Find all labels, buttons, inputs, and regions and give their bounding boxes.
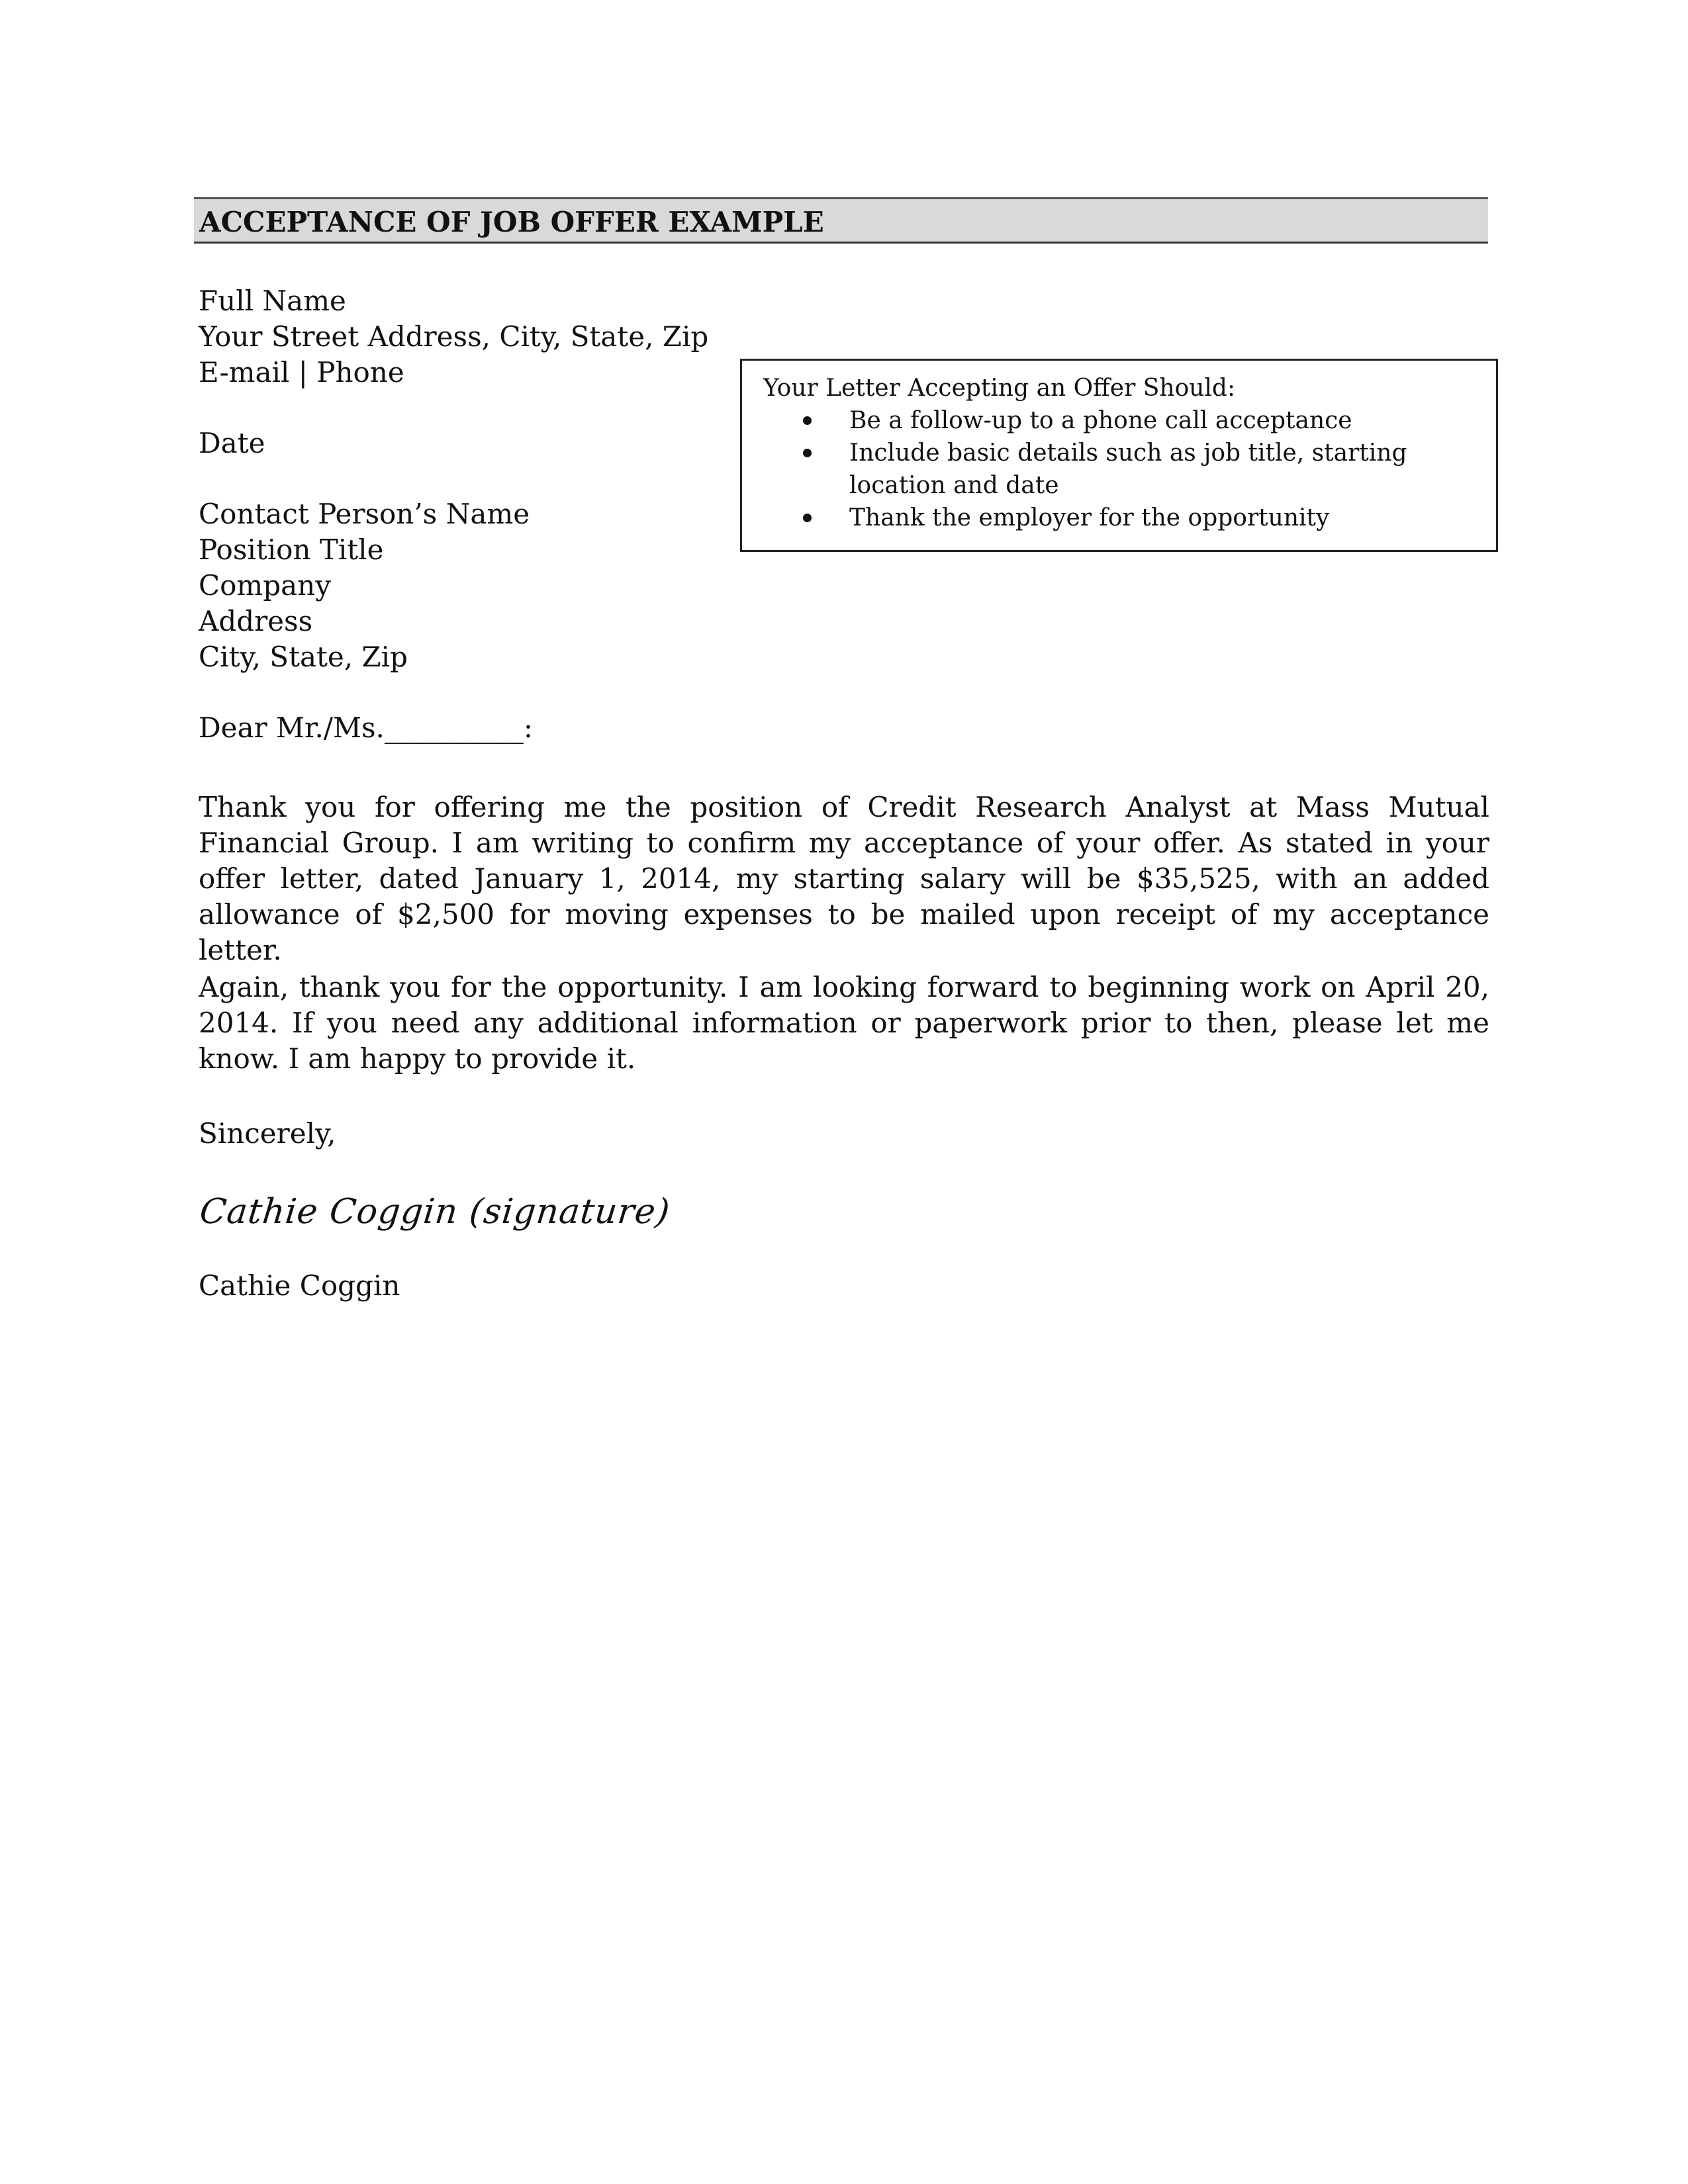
sender-full-name: Full Name (199, 285, 346, 317)
closing: Sincerely, (199, 1117, 336, 1150)
callout-list (742, 404, 1419, 534)
recipient-city: City, State, Zip (199, 641, 408, 673)
callout-item-text: Include basic details such as job title, starting location and date (849, 439, 1407, 499)
recipient-title: Position Title (199, 533, 384, 566)
recipient-name: Contact Person’s Name (199, 498, 530, 530)
printed-name: Cathie Coggin (199, 1269, 400, 1302)
body-paragraph-2: Again, thank you for the opportunity. I am looking forward to beginning work on April 20, 2014. If you need any additional information or paperwork prior to then, please let me know. I am happy to provide it. (199, 971, 1489, 1075)
tips-callout-box (740, 359, 1498, 552)
letter-date: Date (199, 427, 265, 459)
bullet-icon (803, 449, 812, 457)
heading-bar (194, 197, 1488, 244)
callout-item-text: Be a follow-up to a phone call acceptance (849, 407, 1352, 434)
callout-item (742, 404, 1419, 437)
page-title: ACCEPTANCE OF JOB OFFER EXAMPLE (199, 206, 824, 238)
salutation: Dear Mr./Ms.__________: (199, 711, 534, 744)
body-paragraph-1: Thank you for offering me the position of Credit Research Analyst at Mass Mutual Financial Group. I am writing to confirm my acceptance of your offer. As stated in your offer letter, dated January 1, 2014, my starting salary will be $35,525, with an added allowance of $2,500 for moving expenses to be mailed upon receipt of my acceptance letter. (199, 791, 1489, 966)
callout-item (742, 502, 1419, 534)
sender-street-address: Your Street Address, City, State, Zip (199, 320, 709, 353)
bullet-icon (803, 514, 812, 522)
handwritten-signature: Cathie Coggin (signature) (197, 1192, 673, 1232)
callout-item (742, 437, 1419, 502)
callout-item-text: Thank the employer for the opportunity (849, 504, 1330, 531)
recipient-address: Address (199, 605, 313, 637)
bullet-icon (803, 416, 812, 425)
callout-title: Your Letter Accepting an Offer Should: (763, 375, 1236, 402)
recipient-company: Company (199, 569, 331, 602)
sender-contact: E-mail | Phone (199, 356, 404, 388)
